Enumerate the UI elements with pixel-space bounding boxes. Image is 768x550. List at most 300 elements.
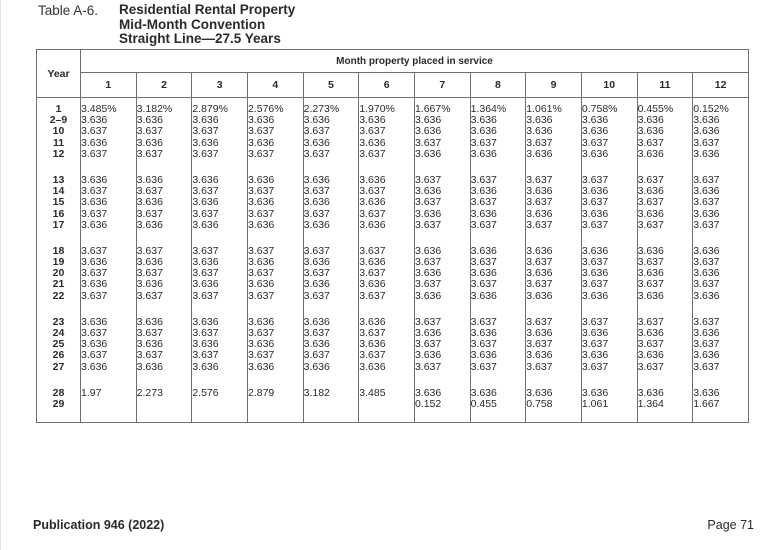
rate-value: 3.636 <box>526 349 553 362</box>
rate-value: 0.152 <box>414 397 442 410</box>
rate-cell-month-5 <box>303 168 359 239</box>
rate-value: 2.273 <box>136 386 163 399</box>
year-label: 17 <box>52 218 65 231</box>
rate-value: 3.636 <box>414 349 442 362</box>
rate-cell-month-4 <box>247 98 303 168</box>
rate-value: 1.061 <box>581 397 609 410</box>
rate-value: 3.637 <box>192 125 219 138</box>
year-label: 29 <box>52 397 65 410</box>
rate-value: 3.636 <box>192 196 219 209</box>
month-header-9: 9 <box>526 73 582 98</box>
rate-value: 3.637 <box>693 136 720 149</box>
rate-value: 1.667% <box>414 103 451 115</box>
month-span-header: Month property placed in service <box>81 50 749 73</box>
rate-value: 3.637 <box>303 267 330 280</box>
rate-value: 1.364% <box>470 103 507 115</box>
rate-value: 3.637 <box>526 256 553 269</box>
rate-cell-month-3 <box>192 239 248 310</box>
rate-value: 3.637 <box>247 125 275 138</box>
rate-value: 3.636 <box>247 218 275 231</box>
year-cell <box>37 310 81 381</box>
rate-cell-month-8 <box>470 310 526 381</box>
rate-value: 3.637 <box>81 185 108 198</box>
rate-value: 3.636 <box>81 114 108 127</box>
rate-value: 3.636 <box>470 185 497 198</box>
rate-value: 3.637 <box>470 315 497 328</box>
year-cell <box>37 98 81 168</box>
rate-value: 3.636 <box>359 315 386 328</box>
rate-value: 3.636 <box>470 207 497 220</box>
month-header-11: 11 <box>637 73 693 98</box>
rate-value: 3.637 <box>637 173 664 186</box>
year-cell <box>37 168 81 239</box>
rate-value: 3.637 <box>693 173 720 186</box>
year-label: 15 <box>52 196 65 209</box>
rate-cell-month-4 <box>247 168 303 239</box>
rate-value: 1.667 <box>693 397 720 410</box>
rate-value: 3.636 <box>359 360 386 373</box>
rate-value: 3.636 <box>303 136 330 149</box>
table-row-group <box>37 98 749 168</box>
year-label: 22 <box>52 289 65 302</box>
rate-value: 3.637 <box>581 196 609 209</box>
rate-cell-month-4 <box>247 381 303 423</box>
rate-value: 3.637 <box>581 136 609 149</box>
rate-cell-month-3 <box>192 98 248 168</box>
rate-value: 3.636 <box>192 136 219 149</box>
rate-value: 3.636 <box>414 267 442 280</box>
rate-value: 3.636 <box>136 360 163 373</box>
rate-value: 3.637 <box>414 256 442 269</box>
rate-value: 3.636 <box>192 114 219 127</box>
rate-cell-month-1 <box>81 239 137 310</box>
rate-cell-month-1 <box>81 310 137 381</box>
table-row-group <box>37 168 749 239</box>
rate-cell-month-12 <box>693 310 749 381</box>
rate-cell-month-12 <box>693 381 749 423</box>
rate-value: 3.637 <box>581 218 609 231</box>
rate-value: 3.637 <box>470 196 497 209</box>
rate-value: 3.637 <box>470 256 497 269</box>
rate-value: 3.636 <box>581 289 609 302</box>
rate-cell-month-9 <box>526 98 582 168</box>
rate-value: 3.636 <box>526 185 553 198</box>
rate-value: 3.637 <box>470 218 497 231</box>
rate-value: 3.637 <box>359 147 386 160</box>
rate-value: 3.636 <box>637 125 664 138</box>
rate-value: 3.637 <box>192 185 219 198</box>
rate-value: 3.636 <box>581 207 609 220</box>
rate-value: 3.637 <box>136 244 163 257</box>
rate-cell-month-9 <box>526 310 582 381</box>
rate-value: 0.152% <box>693 103 729 115</box>
rate-value: 0.758% <box>581 103 618 115</box>
rate-value: 3.637 <box>414 315 442 328</box>
rate-value: 2.879% <box>192 103 228 115</box>
rate-value: 3.637 <box>637 196 664 209</box>
rate-value: 3.637 <box>81 147 108 160</box>
month-header-12: 12 <box>693 73 749 98</box>
rate-cell-month-8 <box>470 381 526 423</box>
rate-value: 3.637 <box>136 147 163 160</box>
rate-value: 3.636 <box>470 386 497 399</box>
table-row-group <box>37 310 749 381</box>
rate-value: 3.636 <box>414 327 442 339</box>
rate-value: 3.636 <box>637 147 664 160</box>
year-label: 13 <box>52 173 65 186</box>
rate-value: 3.637 <box>247 349 275 362</box>
rate-value: 1.97 <box>81 386 102 399</box>
rate-value: 3.636 <box>526 267 553 280</box>
rate-cell-month-7 <box>414 381 470 423</box>
rate-value: 3.636 <box>526 125 553 138</box>
rate-value: 3.637 <box>247 327 275 339</box>
rate-value: 3.637 <box>693 256 720 269</box>
rate-value: 3.637 <box>693 360 720 373</box>
rate-value: 3.637 <box>136 327 163 339</box>
rate-value: 0.455% <box>637 103 674 115</box>
rate-value: 3.636 <box>637 349 664 362</box>
rate-value: 2.879 <box>247 386 275 399</box>
rate-value: 3.636 <box>414 289 442 302</box>
rate-value: 3.636 <box>526 207 553 220</box>
rate-value: 3.636 <box>526 147 553 160</box>
year-label: 12 <box>52 147 65 160</box>
rate-value: 3.636 <box>192 360 219 373</box>
rate-value: 3.636 <box>693 386 720 399</box>
rate-value: 3.636 <box>414 114 442 127</box>
rate-value: 3.637 <box>637 256 664 269</box>
rate-value: 3.636 <box>192 315 219 328</box>
rate-value: 3.636 <box>414 185 442 198</box>
rate-value: 3.637 <box>247 147 275 160</box>
year-label: 27 <box>52 360 65 373</box>
rate-value: 3.637 <box>81 125 108 138</box>
rate-value: 3.637 <box>247 244 275 257</box>
rate-value: 3.636 <box>81 196 108 209</box>
rate-value: 1.364 <box>637 397 664 410</box>
rate-value: 3.637 <box>303 147 330 160</box>
rate-value: 3.636 <box>359 136 386 149</box>
rate-value: 3.637 <box>359 289 386 302</box>
year-label: 19 <box>52 256 65 269</box>
rate-value: 3.636 <box>192 173 219 186</box>
rate-cell-month-8 <box>470 168 526 239</box>
rate-cell-month-1 <box>81 381 137 423</box>
rate-value: 1.061% <box>526 103 562 115</box>
rate-value: 3.636 <box>693 207 720 220</box>
rate-value: 3.636 <box>581 386 609 399</box>
footer-publication: Publication 946 (2022) <box>33 518 165 532</box>
rate-value: 3.636 <box>359 278 386 291</box>
rate-value <box>137 399 192 410</box>
rate-value: 3.182% <box>136 103 173 115</box>
rate-value: 3.636 <box>247 338 275 351</box>
rate-value: 3.636 <box>693 244 720 257</box>
rate-value: 3.636 <box>303 218 330 231</box>
rate-value: 3.637 <box>693 338 720 351</box>
rate-value: 3.637 <box>470 136 497 149</box>
year-label: 2–9 <box>49 114 68 127</box>
rate-value: 3.636 <box>247 315 275 328</box>
rate-value: 3.636 <box>81 338 108 351</box>
rate-cell-month-7 <box>414 310 470 381</box>
rate-value: 3.637 <box>136 125 163 138</box>
rate-cell-month-2 <box>136 98 192 168</box>
rate-value: 3.636 <box>359 196 386 209</box>
rate-value: 3.637 <box>359 207 386 220</box>
rate-cell-month-6 <box>359 98 415 168</box>
rate-value: 3.637 <box>637 136 664 149</box>
month-header-3: 3 <box>192 73 248 98</box>
rate-value: 3.636 <box>247 196 275 209</box>
rate-cell-month-3 <box>192 381 248 423</box>
rate-value: 3.637 <box>81 289 108 302</box>
rate-value: 3.636 <box>526 386 553 399</box>
rate-value: 3.636 <box>414 147 442 160</box>
rate-value: 3.636 <box>693 267 720 280</box>
rate-value: 3.637 <box>637 338 664 351</box>
rate-value: 3.637 <box>192 147 219 160</box>
rate-value: 3.637 <box>581 360 609 373</box>
rate-value: 3.637 <box>693 278 720 291</box>
rate-value: 3.636 <box>693 289 720 302</box>
month-header-1: 1 <box>81 73 137 98</box>
rate-value: 3.636 <box>581 185 609 198</box>
page-edge <box>0 0 1 550</box>
rate-value: 3.637 <box>693 218 720 231</box>
rate-cell-month-11 <box>637 310 693 381</box>
rate-value: 3.636 <box>526 244 553 257</box>
rate-cell-month-1 <box>81 98 137 168</box>
table-title <box>119 3 295 47</box>
rate-cell-month-11 <box>637 168 693 239</box>
month-header-5: 5 <box>303 73 359 98</box>
rate-cell-month-6 <box>359 168 415 239</box>
rate-value: 3.637 <box>526 173 553 186</box>
rate-value: 2.576 <box>192 386 219 399</box>
rate-cell-month-4 <box>247 239 303 310</box>
rate-value: 3.636 <box>414 207 442 220</box>
rate-value: 3.636 <box>526 114 553 127</box>
rate-value: 3.637 <box>637 315 664 328</box>
rate-value: 3.637 <box>414 218 442 231</box>
rate-cell-month-7 <box>414 239 470 310</box>
rate-cell-month-3 <box>192 310 248 381</box>
rate-value: 3.637 <box>581 338 609 351</box>
rate-cell-month-6 <box>359 239 415 310</box>
rate-value: 3.637 <box>526 136 553 149</box>
year-label: 16 <box>52 207 65 220</box>
rate-value: 3.636 <box>136 136 163 149</box>
month-header-10: 10 <box>581 73 637 98</box>
rate-value: 3.637 <box>637 218 664 231</box>
rate-value: 3.637 <box>359 267 386 280</box>
rate-value: 3.636 <box>81 173 108 186</box>
year-label: 11 <box>52 136 65 149</box>
rate-value: 3.636 <box>303 256 330 269</box>
rate-value: 3.637 <box>581 315 609 328</box>
rate-value: 3.636 <box>303 173 330 186</box>
rate-value: 3.637 <box>81 267 108 280</box>
rate-cell-month-10 <box>581 381 637 423</box>
rate-value: 3.637 <box>192 289 219 302</box>
rate-value: 3.485% <box>81 103 117 115</box>
rate-value: 3.637 <box>581 256 609 269</box>
rate-cell-month-10 <box>581 168 637 239</box>
year-cell <box>37 381 81 423</box>
rate-value: 3.637 <box>136 185 163 198</box>
rate-value: 3.637 <box>581 278 609 291</box>
rate-value: 3.637 <box>637 278 664 291</box>
rate-cell-month-12 <box>693 239 749 310</box>
rate-value: 3.636 <box>470 147 497 160</box>
rate-value: 3.637 <box>81 207 108 220</box>
rate-value: 3.636 <box>192 338 219 351</box>
rate-cell-month-3 <box>192 168 248 239</box>
table-label: Table A-6. <box>38 3 99 18</box>
rate-value: 3.637 <box>359 185 386 198</box>
rate-value: 3.636 <box>693 327 720 339</box>
rate-cell-month-7 <box>414 168 470 239</box>
year-label: 1 <box>55 103 62 115</box>
rate-value: 3.636 <box>637 327 664 339</box>
rate-cell-month-2 <box>136 310 192 381</box>
rate-value: 3.636 <box>247 114 275 127</box>
rate-cell-month-11 <box>637 98 693 168</box>
rate-value: 3.637 <box>192 327 219 339</box>
rate-value: 3.636 <box>470 327 497 339</box>
rate-cell-month-10 <box>581 239 637 310</box>
year-cell <box>37 239 81 310</box>
year-column-header: Year <box>37 50 81 98</box>
month-header-4: 4 <box>247 73 303 98</box>
rate-value: 3.637 <box>303 185 330 198</box>
rate-value: 3.637 <box>359 125 386 138</box>
rate-value: 3.637 <box>470 173 497 186</box>
rate-value: 3.636 <box>581 125 609 138</box>
rate-value: 3.636 <box>581 244 609 257</box>
rate-cell-month-8 <box>470 239 526 310</box>
rate-value: 3.637 <box>414 136 442 149</box>
month-header-2: 2 <box>136 73 192 98</box>
rate-value: 3.636 <box>526 289 553 302</box>
title-line-3: Straight Line—27.5 Years <box>119 31 281 46</box>
rate-cell-month-2 <box>136 381 192 423</box>
rate-value: 3.636 <box>693 147 720 160</box>
rate-value: 3.637 <box>359 244 386 257</box>
rate-value: 3.636 <box>81 278 108 291</box>
rate-value: 3.637 <box>470 278 497 291</box>
month-header-8: 8 <box>470 73 526 98</box>
month-header-6: 6 <box>359 73 415 98</box>
rate-value: 3.637 <box>637 360 664 373</box>
rate-value: 3.636 <box>693 114 720 127</box>
year-label: 26 <box>52 349 65 362</box>
title-line-1: Residential Rental Property <box>119 2 296 17</box>
rate-value: 3.636 <box>136 173 163 186</box>
rate-value: 3.636 <box>581 114 609 127</box>
rate-cell-month-5 <box>303 310 359 381</box>
table-row-group <box>37 239 749 310</box>
rate-value: 3.637 <box>526 360 553 373</box>
rate-value: 3.637 <box>581 173 609 186</box>
title-line-2: Mid-Month Convention <box>119 16 266 32</box>
rate-value: 3.636 <box>470 349 497 362</box>
year-label: 28 <box>52 386 65 399</box>
rate-value: 2.273% <box>303 103 340 115</box>
rate-value: 3.636 <box>637 386 664 399</box>
year-label: 20 <box>52 267 65 280</box>
rate-cell-month-8 <box>470 98 526 168</box>
footer-page-number: Page 71 <box>707 518 754 532</box>
rate-value: 3.636 <box>414 386 442 399</box>
rate-value: 3.636 <box>81 218 108 231</box>
rate-value <box>248 399 303 410</box>
rate-cell-month-5 <box>303 381 359 423</box>
rate-value: 3.637 <box>303 327 330 339</box>
rate-value: 3.637 <box>693 196 720 209</box>
rate-value: 3.637 <box>303 244 330 257</box>
rate-value: 3.636 <box>303 278 330 291</box>
rate-value: 3.636 <box>470 125 497 138</box>
rate-value: 3.637 <box>192 244 219 257</box>
year-label: 24 <box>52 327 65 339</box>
year-label: 23 <box>52 315 65 328</box>
rate-value: 3.636 <box>136 114 163 127</box>
rate-cell-month-1 <box>81 168 137 239</box>
rate-value: 3.636 <box>192 278 219 291</box>
rate-value: 3.636 <box>693 185 720 198</box>
rate-value: 3.637 <box>136 289 163 302</box>
rate-value: 3.636 <box>247 256 275 269</box>
rate-value: 3.637 <box>526 278 553 291</box>
rate-value: 3.637 <box>470 360 497 373</box>
rate-value: 3.485 <box>359 386 386 399</box>
rate-value: 3.637 <box>192 207 219 220</box>
rate-cell-month-10 <box>581 310 637 381</box>
rate-value: 3.637 <box>303 349 330 362</box>
rate-value: 3.636 <box>303 114 330 127</box>
rate-cell-month-11 <box>637 381 693 423</box>
rate-value: 3.637 <box>192 267 219 280</box>
rate-value: 3.637 <box>359 349 386 362</box>
rate-value: 3.182 <box>303 386 330 399</box>
rate-value: 3.636 <box>247 173 275 186</box>
rate-value: 3.636 <box>581 349 609 362</box>
rate-value: 3.637 <box>192 349 219 362</box>
rate-value: 3.636 <box>526 327 553 339</box>
rate-value: 3.636 <box>581 147 609 160</box>
depreciation-table <box>36 49 749 423</box>
year-label: 14 <box>52 185 65 198</box>
rate-value: 3.637 <box>247 267 275 280</box>
rate-value: 3.636 <box>303 196 330 209</box>
rate-cell-month-7 <box>414 98 470 168</box>
rate-value: 3.637 <box>414 360 442 373</box>
rate-value: 1.970% <box>359 103 395 115</box>
rate-value: 3.637 <box>136 207 163 220</box>
rate-value <box>192 399 247 410</box>
rate-cell-month-2 <box>136 168 192 239</box>
year-label: 18 <box>52 244 65 257</box>
rate-value: 3.636 <box>192 218 219 231</box>
rate-value: 3.637 <box>81 327 108 339</box>
rate-cell-month-2 <box>136 239 192 310</box>
rate-value: 3.636 <box>192 256 219 269</box>
rate-value: 3.637 <box>359 327 386 339</box>
rate-value: 3.637 <box>470 338 497 351</box>
